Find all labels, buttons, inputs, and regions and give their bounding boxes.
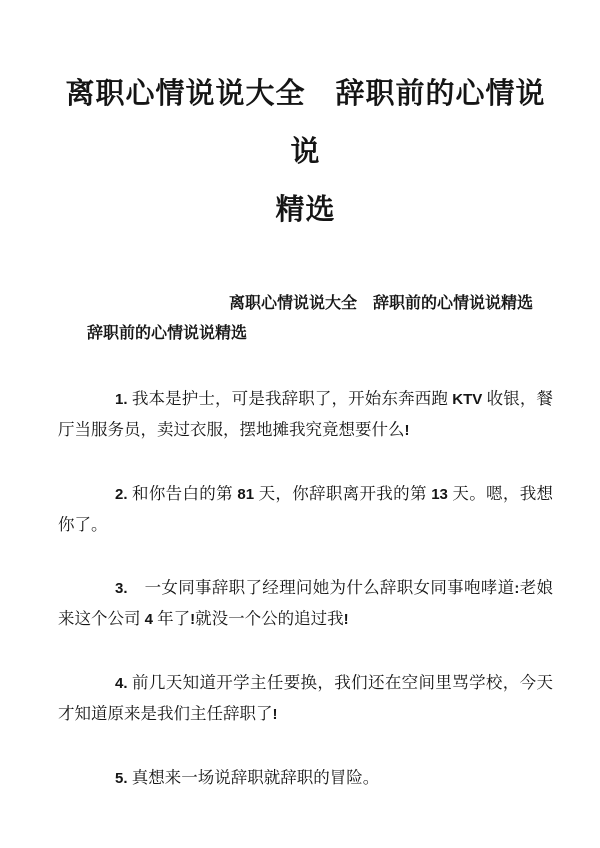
quote-paragraph-5: 5. 真想来一场说辞职就辞职的冒险。 — [115, 768, 380, 787]
quote-list — [58, 384, 553, 794]
quote-paragraph-3: 3. 一女同事辞职了经理问她为什么辞职女同事咆哮道:老娘来这个公司 4 年了!就没一个公的追过我! — [58, 578, 554, 628]
quote-paragraph-1: 1. 我本是护士，可是我辞职了，开始东奔西跑 KTV 收银，餐厅当服务员，卖过衣服，摆地摊我究竟想要什么! — [58, 389, 553, 439]
title-line-2: 精选 — [275, 194, 336, 226]
title-line-1: 离职心情说说大全 辞职前的心情说说 — [65, 78, 546, 168]
subtitle-repeat-line: 离职心情说说大全 辞职前的心情说说精选 — [228, 295, 533, 312]
quote-paragraph-4: 4. 前几天知道开学主任要换，我们还在空间里骂学校，今天才知道原来是我们主任辞职了! — [58, 673, 553, 723]
page-title — [58, 65, 553, 239]
subtitle-block — [58, 289, 553, 349]
section-heading: 辞职前的心情说说精选 — [87, 325, 248, 342]
quote-paragraph-2: 2. 和你告白的第 81 天，你辞职离开我的第 13 天。嗯，我想你了。 — [58, 484, 554, 534]
